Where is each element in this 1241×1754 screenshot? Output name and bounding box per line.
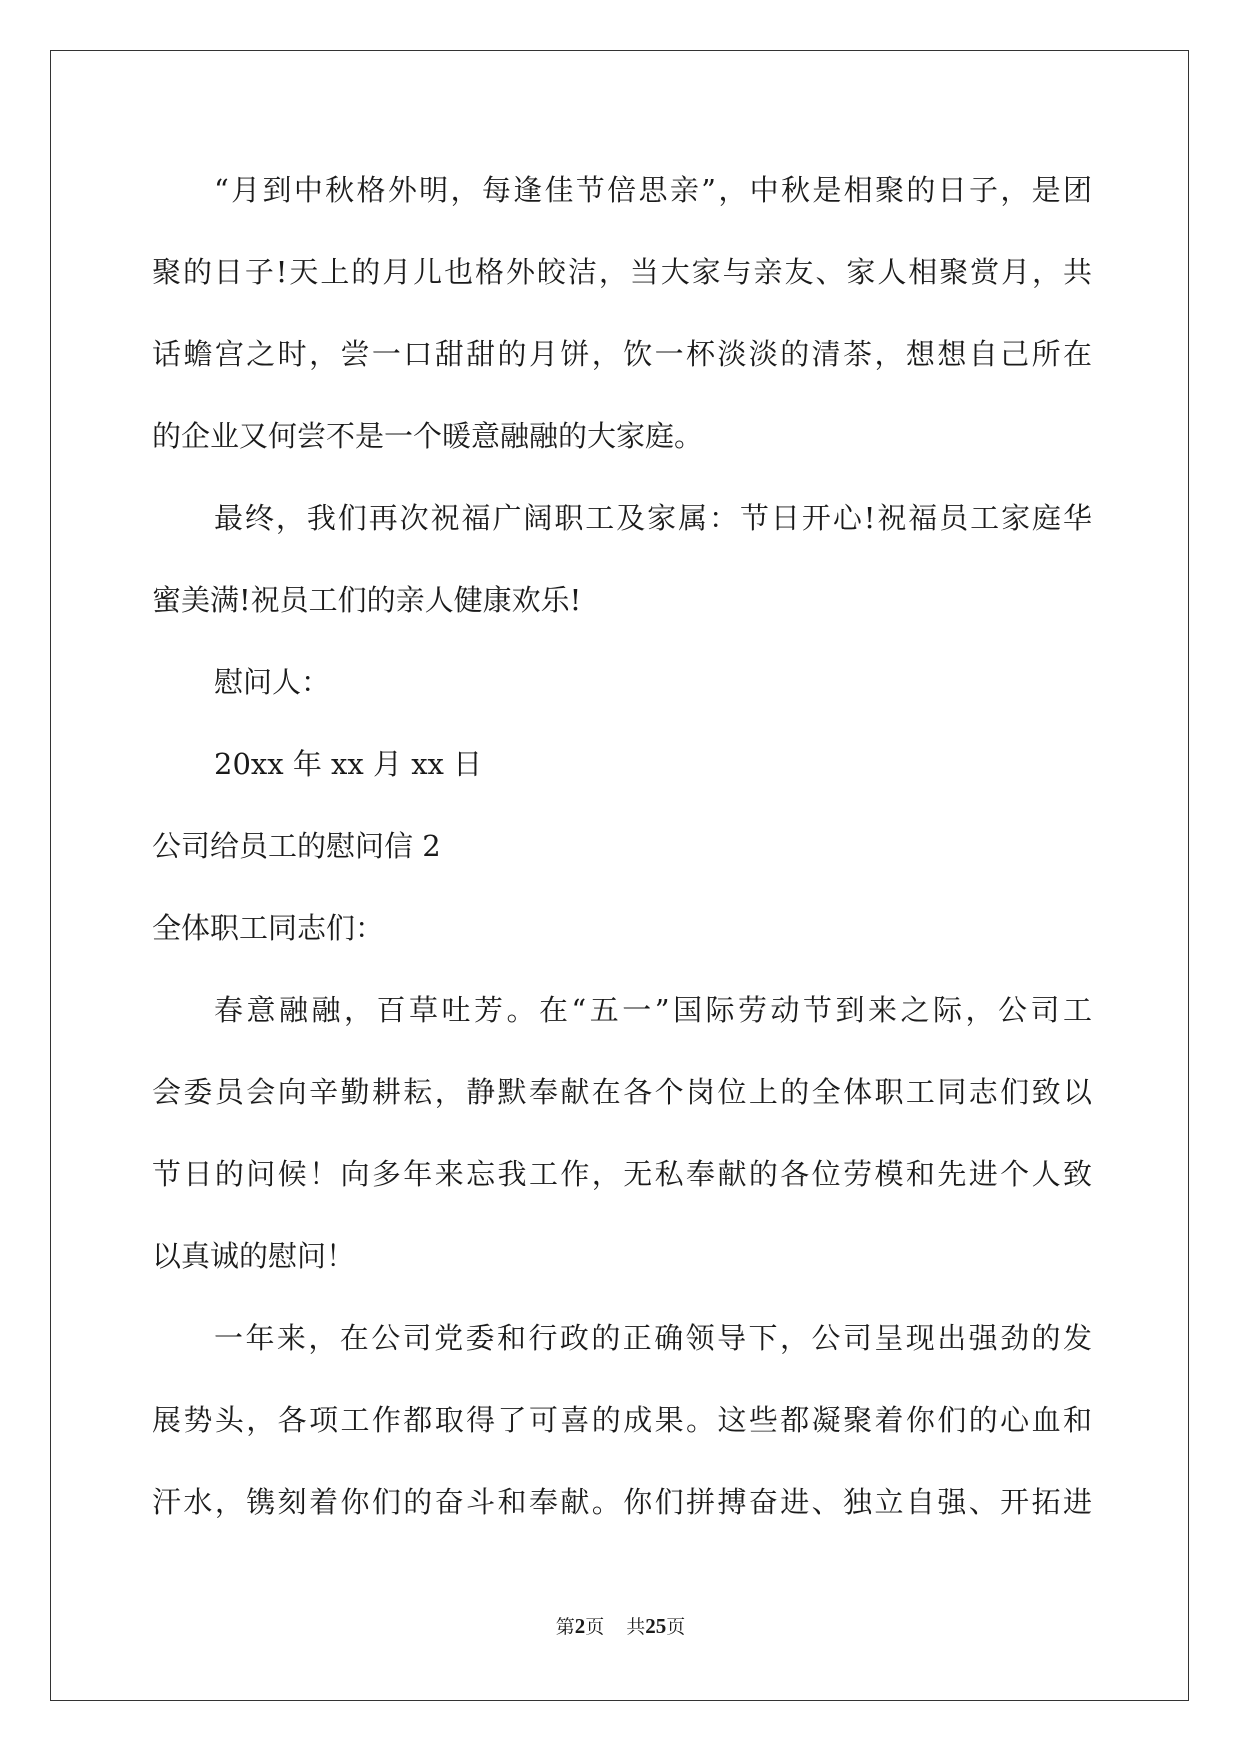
total-pages: 25 [645, 1614, 667, 1638]
page-number: 2 [574, 1614, 586, 1638]
text-line: 汗水，镌刻着你们的奋斗和奉献。你们拼搏奋进、独立自强、开拓进 [152, 1485, 1092, 1519]
text-line: 节日的问候！向多年来忘我工作，无私奉献的各位劳模和先进个人致 [152, 1157, 1092, 1191]
text-line: 以真诚的慰问！ [152, 1239, 356, 1273]
page-suffix: 页 [585, 1616, 605, 1638]
salutation: 全体职工同志们： [152, 911, 385, 945]
date-line: 20xx 年 xx 月 xx 日 [214, 747, 483, 781]
text-line: 蜜美满!祝员工们的亲人健康欢乐! [152, 583, 582, 617]
page-footer [0, 1612, 1241, 1639]
text-line: “月到中秋格外明，每逢佳节倍思亲”，中秋是相聚的日子，是团 [214, 173, 1092, 207]
text-line: 春意融融，百草吐芳。在“五一”国际劳动节到来之际，公司工 [214, 993, 1092, 1027]
text-line: 聚的日子!天上的月儿也格外皎洁，当大家与亲友、家人相聚赏月，共 [152, 255, 1092, 289]
document-body [152, 160, 1092, 1554]
text-line: 最终，我们再次祝福广阔职工及家属：节日开心!祝福员工家庭华 [214, 501, 1092, 535]
section-title: 公司给员工的慰问信 2 [152, 829, 441, 863]
signatory-label: 慰问人： [214, 665, 331, 699]
text-line: 一年来，在公司党委和行政的正确领导下，公司呈现出强劲的发 [214, 1321, 1092, 1355]
text-line: 的企业又何尝不是一个暖意融融的大家庭。 [152, 419, 704, 453]
text-line: 展势头，各项工作都取得了可喜的成果。这些都凝聚着你们的心血和 [152, 1403, 1092, 1437]
text-line: 会委员会向辛勤耕耘，静默奉献在各个岗位上的全体职工同志们致以 [152, 1075, 1092, 1109]
page-prefix: 第 [555, 1616, 575, 1638]
total-prefix: 共 [626, 1616, 646, 1638]
total-suffix: 页 [666, 1616, 686, 1638]
text-line: 话蟾宫之时，尝一口甜甜的月饼，饮一杯淡淡的清茶，想想自己所在 [152, 337, 1092, 371]
